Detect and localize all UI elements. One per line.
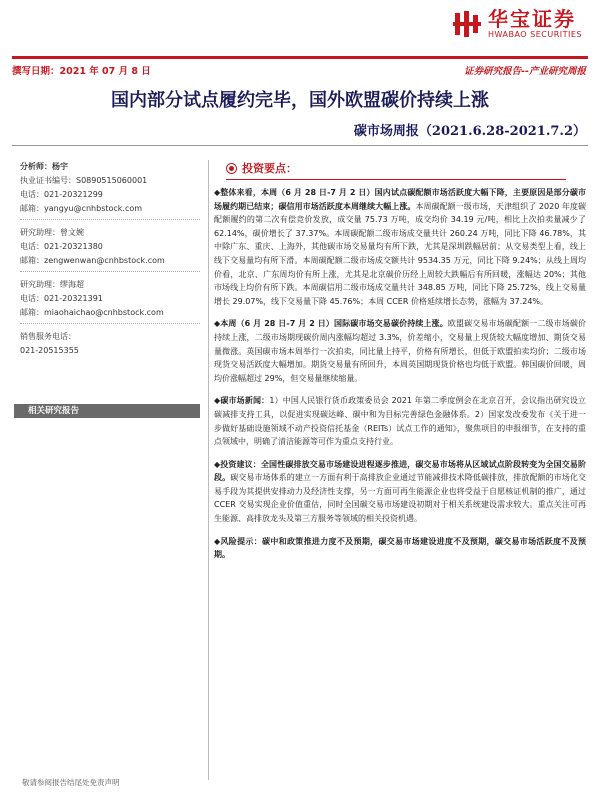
investment-highlights: [214, 160, 586, 571]
report-category: 证券研究报告--产业研究周报: [464, 66, 586, 77]
paragraph-advice: [214, 458, 586, 526]
report-date: 撰写日期：2021 年 07 月 8 日: [12, 66, 151, 77]
investment-heading: [226, 160, 586, 176]
assistant-name: 研究助理：曾文婉: [20, 228, 84, 237]
assistant-name: 研究助理：缪海超: [20, 280, 84, 289]
report-subtitle: 碳市场周报（2021.6.28-2021.7.2）: [353, 124, 586, 139]
paragraph-overview: [214, 186, 586, 308]
paragraph-body: 欧盟碳交易市场碳配额一二级市场碳价持续上涨，二级市场期现碳价周内涨幅均超过 3.3%，价差缩小，交易量上现货较大幅度增加、期货交易量微涨。英国碳市场本周举行一次拍卖，同比量上持平，价格有所增长，但低于欧盟拍卖均价；二级市场现货交易活跃度大幅增加。期货交易量有所回升，本周英国期现货价格也均低于欧盟。韩国碳价回暖，周均价涨幅超过 29%，但交易量继续缩量。: [214, 319, 587, 383]
analyst-email: 邮箱：yangyu@cnhbstock.com: [20, 204, 143, 213]
header-red-rule: [12, 56, 588, 59]
investment-heading-text: 投资要点：: [242, 162, 297, 175]
sidebar-divider: [20, 219, 200, 220]
paragraph-body: 1）中国人民银行货币政策委员会 2021 年第二季度例会在北京召开，会议指出研究设立碳减排支持工具，以促进实现碳达峰、碳中和为目标完善绿色金融体系。2）国家发改委发布《关于进一步做好基础设施领域不动产投资信托基金（REITs）试点工作的通知》，聚焦项目的申报细节，在支持的重点领域中，明确了清洁能源等可作为重点支持行业。: [214, 396, 586, 447]
assistant-email: 邮箱：miaohaichao@cnhbstock.com: [20, 308, 164, 317]
paragraph-body: 碳交易市场体系的建立一方面有利于高排放企业通过节能减排技术降低碳排放，排放配额的市场化交易手段为其提供安排动力及经济性支撑，另一方面可再生能源企业也将受益于自愿核证机制的推广，通过 CCER 交易实现企业价值重估，同时全国碳交易市场建设初期对于相关系统建设需求较大。重点关注可再生能源、高排放龙头及第三方服务等领域的相关投资机遇。: [214, 473, 587, 524]
hwabao-logo-icon: [452, 9, 482, 39]
logo-english-name: HWABAO SECURITIES: [488, 30, 582, 39]
sales-label: 销售服务电话：: [20, 332, 76, 341]
target-icon: [226, 163, 237, 174]
header-divider: [12, 145, 588, 146]
paragraph-news: [214, 394, 586, 448]
paragraph-risk: [214, 535, 586, 562]
paragraph-lead: ◆碳市场新闻：: [214, 396, 270, 406]
assistant-phone: 电话：021-20321391: [20, 294, 103, 303]
column-divider: [208, 160, 209, 780]
analyst-cert: 执业证书编号：S0890515060001: [20, 176, 148, 185]
analyst-name: 分析师：杨宇: [20, 162, 68, 171]
assistant-email: 邮箱：zengwenwan@cnhbstock.com: [20, 256, 165, 265]
logo-chinese-name: 华宝证券: [488, 7, 576, 31]
sidebar-divider: [20, 323, 200, 324]
related-reports-header: 相关研究报告: [14, 404, 200, 418]
paragraph-lead: ◆整体来看，本周（6 月 28 日-7 月 2 日）国内试点碳配额市场活跃度大幅下降，主要原因是部分碳市场履约期已结束；碳信用市场活跃度本周继续大幅上涨。: [214, 188, 586, 211]
paragraph-international: [214, 317, 586, 385]
analyst-phone: 电话：021-20321299: [20, 190, 103, 199]
company-logo: [452, 8, 582, 40]
assistant-phone: 电话：021-20321380: [20, 242, 103, 251]
paragraph-body: 本周碳配额一级市场，天津组织了 2020 年度碳配额履约的第二次有偿竞价发放，成交量 75.73 万吨，成交均价 34.19 元/吨，相比上次拍卖量减少了 62.14%，碳价增长了 37.37%。本周碳配额二级市场成交量共计 260.24 万吨，同比下降 46.78%，其中除广东、重庆、上海外，其他碳市场交易量均有所下跌，尤其是深圳跌幅居前；从交易类型上看，线上线下交易量均有所下滑。本周碳配额二级市场成交额共计 9534.35 万元，同比下降 9.24%；从线上周均价看，北京、广东周均价有所上涨，尤其是北京碳价历经上周较大跌幅后有所回暖，涨幅达 20%；其他市场线上均价有所下跌。本周碳信用二级市场成交量共计 348.85 万吨，同比下降 25.72%，线上交易量增长 29.07%，线下交易量下降 45.76%；本周 CCER 价格延续增长态势，涨幅为 37.24%。: [214, 201, 586, 306]
analyst-sidebar: [20, 160, 200, 358]
disclaimer-footer: 敬请参阅报告结尾处免责声明: [22, 778, 120, 787]
report-title: 国内部分试点履约完毕，国外欧盟碳价持续上涨: [111, 90, 489, 111]
sidebar-divider: [20, 271, 200, 272]
sales-phone: 021-20515355: [20, 346, 79, 355]
paragraph-lead: ◆投资建议：全国性碳排放交易市场建设进程逐步推进，碳交易市场将从区域试点阶段转变为全国交易阶段。: [214, 459, 586, 483]
investment-rule: [226, 179, 566, 180]
paragraph-lead: ◆本周（6 月 28 日-7 月 2 日）国际碳市场交易碳价持续上涨。: [214, 319, 448, 329]
paragraph-lead: ◆风险提示：碳中和政策推进力度不及预期，碳交易市场建设进度不及预期，碳交易市场活跃度不及预期。: [214, 536, 586, 560]
